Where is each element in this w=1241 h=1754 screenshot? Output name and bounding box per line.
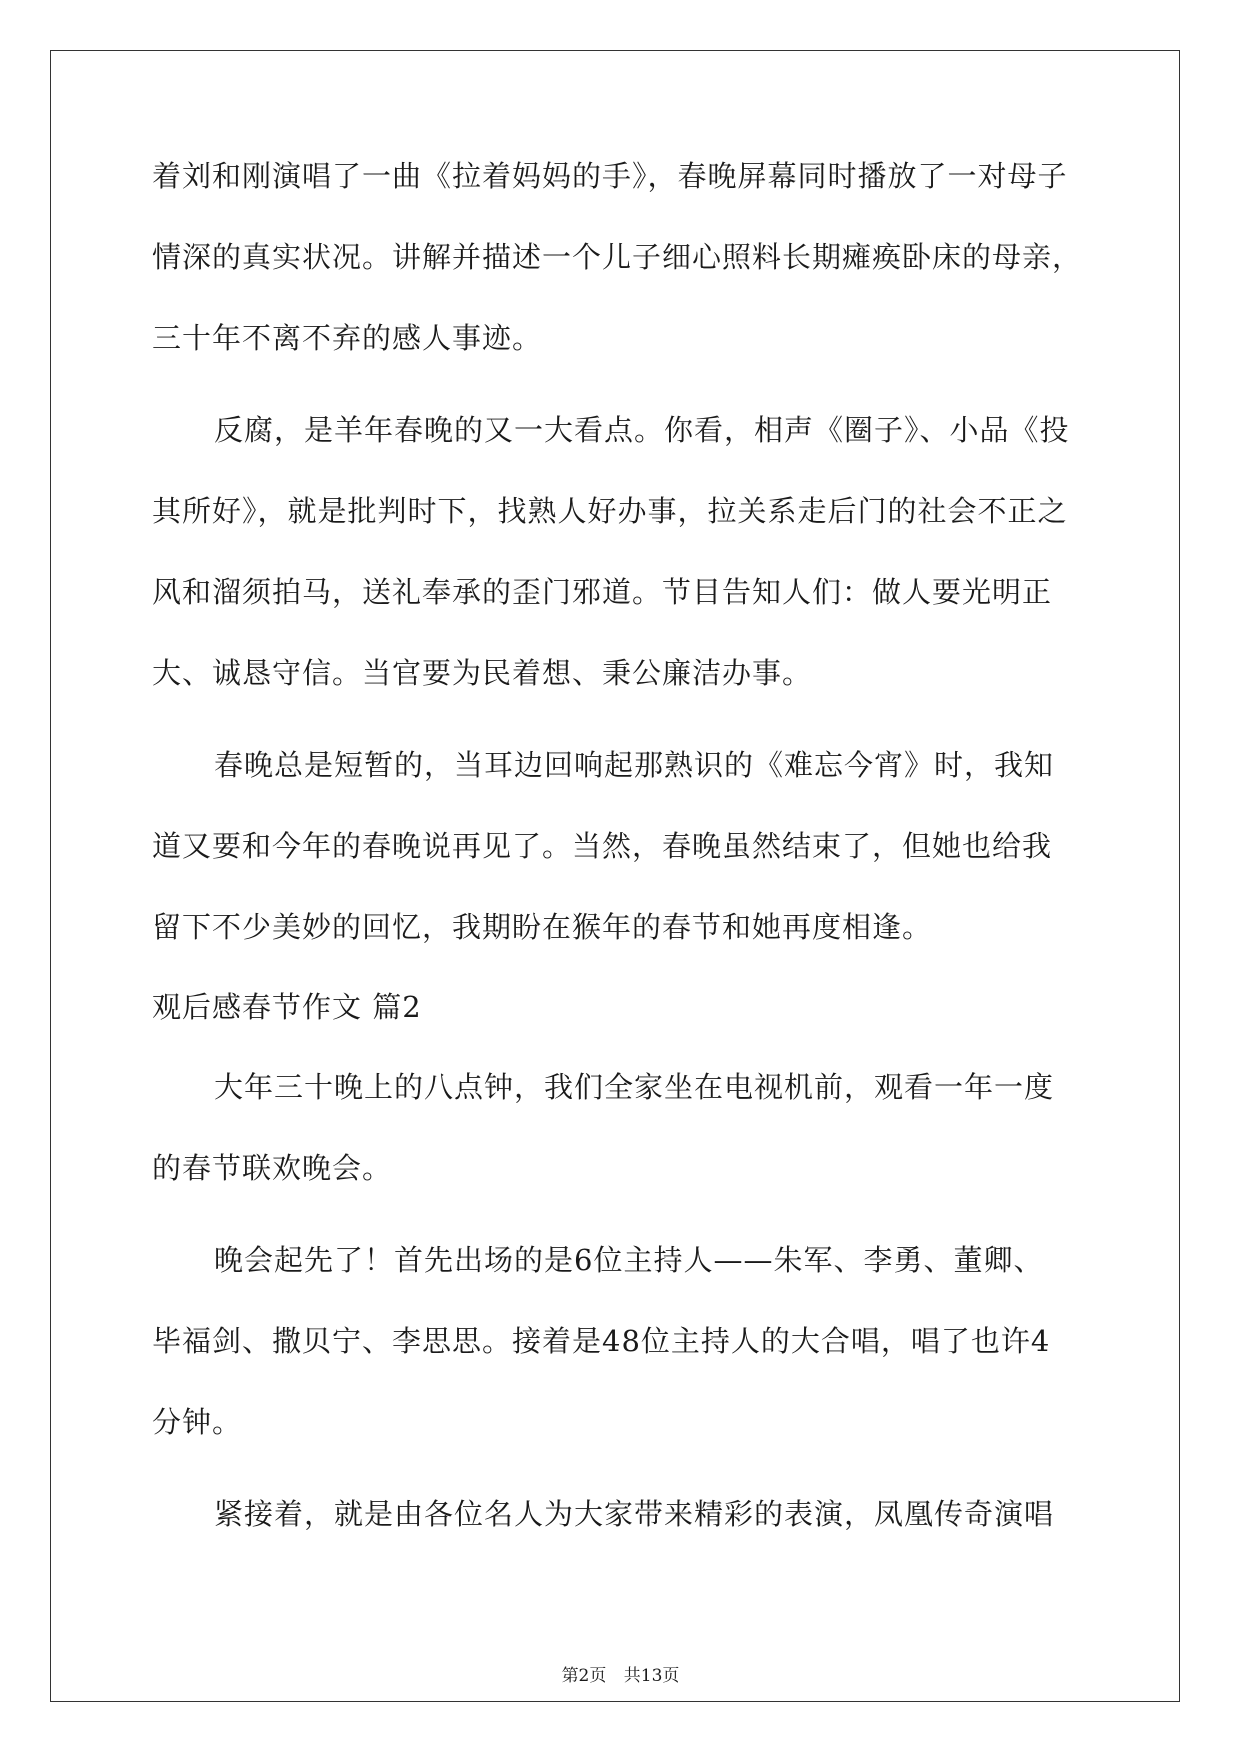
paragraph-line: 大、诚恳守信。当官要为民着想、秉公廉洁办事。 [152,656,813,690]
paragraph-line: 春晚总是短暂的，当耳边回响起那熟识的《难忘今宵》时，我知 [214,748,1055,782]
paragraph-line: 毕福剑、撒贝宁、李思思。接着是48位主持人的大合唱，唱了也许4 [152,1324,1051,1358]
paragraph-line: 分钟。 [152,1405,243,1439]
paragraph-line: 三十年不离不弃的感人事迹。 [152,321,543,355]
paragraph-line: 情深的真实状况。讲解并描述一个儿子细心照料长期瘫痪卧床的母亲， [152,240,1083,274]
paragraph-line: 紧接着，就是由各位名人为大家带来精彩的表演，凤凰传奇演唱 [214,1497,1055,1531]
paragraph-line: 的春节联欢晚会。 [152,1151,393,1185]
page-footer [0,1665,1241,1687]
paragraph-line: 其所好》，就是批判时下，找熟人好办事，拉关系走后门的社会不正之 [152,494,1068,528]
paragraph-line: 大年三十晚上的八点钟，我们全家坐在电视机前，观看一年一度 [214,1070,1055,1104]
section-heading: 观后感春节作文 篇2 [152,990,422,1024]
page-total: 共13页 [623,1666,680,1686]
paragraph-line: 着刘和刚演唱了一曲《拉着妈妈的手》，春晚屏幕同时播放了一对母子 [152,159,1068,193]
paragraph-line: 晚会起先了！首先出场的是6位主持人——朱军、李勇、董卿、 [214,1243,1044,1277]
paragraph-line: 留下不少美妙的回忆，我期盼在猴年的春节和她再度相逢。 [152,910,933,944]
paragraph-line: 反腐，是羊年春晚的又一大看点。你看，相声《圈子》、小品《投 [214,413,1070,447]
paragraph-line: 道又要和今年的春晚说再见了。当然，春晚虽然结束了，但她也给我 [152,829,1053,863]
page-number: 第2页 [561,1666,607,1686]
paragraph-line: 风和溜须拍马，送礼奉承的歪门邪道。节目告知人们：做人要光明正 [152,575,1053,609]
page-border [50,50,1180,1702]
